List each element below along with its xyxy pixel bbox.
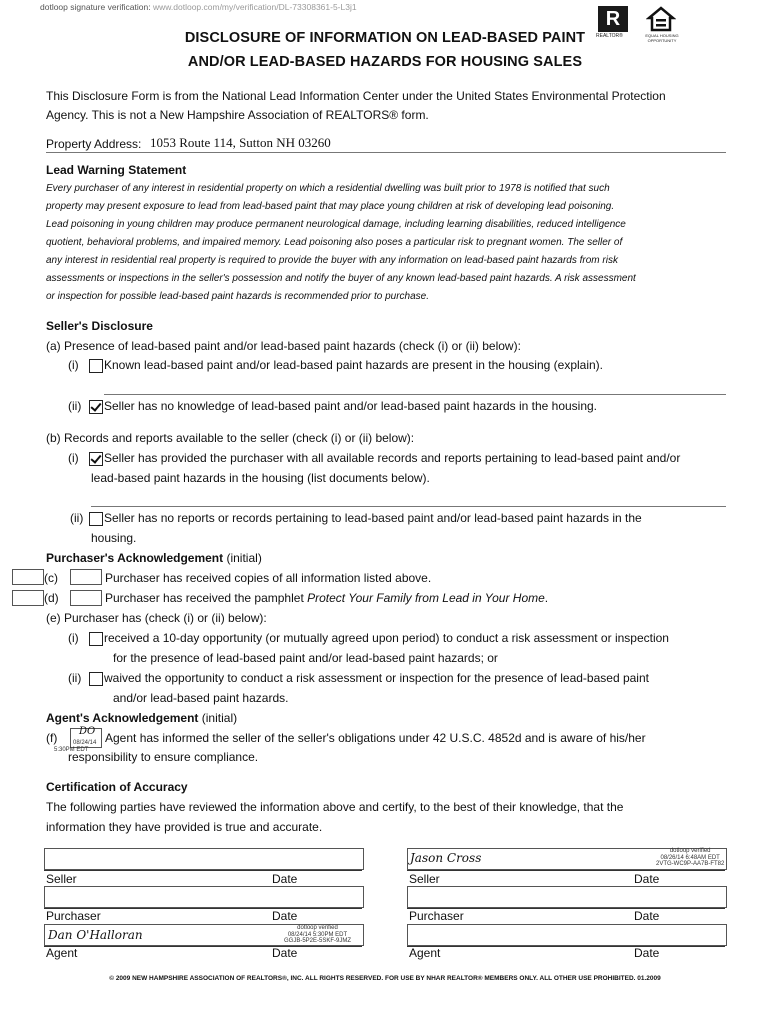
seller-a-ii-checkbox[interactable] — [89, 400, 103, 414]
seller-2-signature: Jason Cross — [410, 851, 482, 865]
purchaser-item-e-i-line-2: for the presence of lead-based paint and/or lead-based paint hazards; or — [113, 651, 498, 665]
seller-item-b-i-line-1: Seller has provided the purchaser with all available records and reports pertaining to lead-based paint and/or — [104, 451, 681, 465]
seller-item-b-i-number: (i) — [68, 451, 79, 465]
purchaser-item-d-number: (d) — [44, 591, 59, 605]
agent-item-f-number: (f) — [46, 731, 58, 745]
lead-warning-line: quotient, behavioral problems, and impaired memory. Lead poisoning also poses a particular risk to pregnant women. The seller of — [46, 237, 623, 248]
lead-warning-line: or inspection for possible lead-based paint hazards is recommended prior to purchase. — [46, 291, 429, 302]
seller-2-stamp-line-3: 2VTG-WC9P-AA7B-FT82 — [656, 861, 725, 867]
certification-line-1: The following parties have reviewed the information above and certify, to the best of their knowledge, that the — [46, 800, 624, 814]
purchaser-item-e-ii-number: (ii) — [68, 671, 82, 685]
seller-item-b-ii-line-2: housing. — [91, 531, 137, 545]
purchaser-item-e-i-line-1: received a 10-day opportunity (or mutually agreed upon period) to conduct a risk assessment or inspection — [104, 631, 669, 645]
lead-warning-line: Every purchaser of any interest in residential property on which a residential dwelling was built prior to 1978 is notified that such — [46, 183, 610, 194]
intro-line-2: Agency. This is not a New Hampshire Association of REALTORS® form. — [46, 108, 429, 122]
agent-2-signature-field[interactable] — [407, 924, 727, 946]
purchaser-item-e-ii-line-1: waived the opportunity to conduct a risk assessment or inspection for the presence of lead-based paint — [104, 671, 649, 685]
agent-initial-stamp-date: 08/24/14 — [73, 740, 97, 746]
seller-item-b: (b) Records and reports available to the seller (check (i) or (ii) below): — [46, 431, 415, 445]
purchaser-item-d — [105, 591, 548, 605]
lead-warning-line: any interest in residential real property is required to provide the buyer with any information on lead-based paint hazards from risk — [46, 255, 618, 266]
seller-1-date-label: Date — [272, 872, 298, 886]
purchasers-ack-title: Purchaser's Acknowledgement — [46, 551, 224, 565]
purchaser-item-e-ii-line-2: and/or lead-based paint hazards. — [113, 691, 289, 705]
purchaser-1-label: Purchaser — [46, 909, 101, 923]
agents-acknowledgement-heading — [46, 711, 237, 725]
purchaser-item-c-number: (c) — [44, 571, 58, 585]
purchasers-ack-suffix: (initial) — [223, 551, 262, 565]
pamphlet-title: Protect Your Family from Lead in Your Home — [307, 591, 545, 605]
certification-line-2: information they have provided is true and accurate. — [46, 820, 323, 834]
lead-warning-heading: Lead Warning Statement — [46, 163, 187, 177]
agent-initial-stamp-time: 5:30PM EDT — [54, 747, 89, 753]
agent-1-stamp-line-3: GGJB-5P2E-5SKF-9JMZ — [284, 938, 352, 944]
lead-warning-line: Lead poisoning in young children may produce permanent neurological damage, including learning disabilities, reduced intelligence — [46, 219, 626, 230]
seller-item-b-ii-number: (ii) — [70, 511, 84, 525]
purchaser-d-initial-field-1[interactable] — [12, 590, 44, 606]
seller-item-a-i: Known lead-based paint and/or lead-based paint hazards are present in the housing (explain). — [104, 358, 603, 372]
verification-link[interactable]: www.dotloop.com/my/verification/DL-73308361-5-L3j1 — [152, 2, 357, 12]
purchaser-d-text: Purchaser has received the pamphlet — [105, 591, 308, 605]
agents-ack-suffix: (initial) — [198, 711, 238, 725]
equal-housing-caption: EQUAL HOUSING OPPORTUNITY — [645, 33, 679, 43]
agent-1-verification-stamp — [284, 925, 351, 945]
copyright-footer: © 2009 NEW HAMPSHIRE ASSOCIATION OF REALTORS®, INC. ALL RIGHTS RESERVED. FOR USE BY NHAR REALTOR® MEMBERS ONLY. ALL OTHER USE PROHIBITED. 01.2009 — [109, 975, 661, 982]
seller-1-signature-field[interactable] — [44, 848, 364, 870]
seller-b-ii-checkbox[interactable] — [89, 512, 103, 526]
seller-1-signature-line — [44, 870, 362, 871]
seller-item-b-i-line-2: lead-based paint hazards in the housing (list documents below). — [91, 471, 430, 485]
agent-1-stamp-line-2: 08/24/14 5:30PM EDT — [287, 931, 348, 938]
lead-warning-line: assessments or inspections in the seller's possession and notify the buyer of any known lead-based paint hazards. A risk assessment — [46, 273, 636, 284]
property-address-label: Property Address: — [46, 137, 142, 151]
purchaser-d-end: . — [544, 591, 549, 605]
agent-1-stamp-line-1: dotloop verified — [297, 925, 338, 931]
purchaser-item-e-i-number: (i) — [68, 631, 79, 645]
seller-b-i-checkbox[interactable] — [89, 452, 103, 466]
agent-1-signature: Dan O'Halloran — [48, 928, 143, 942]
seller-a-i-explain-line — [104, 394, 726, 395]
seller-2-signature-line — [407, 870, 725, 871]
intro-line-1: This Disclosure Form is from the National Lead Information Center under the United States Environmental Protection — [46, 89, 666, 103]
equal-housing-icon — [646, 6, 676, 32]
agent-2-date-label: Date — [634, 946, 660, 960]
seller-1-label: Seller — [46, 872, 77, 886]
purchaser-e-i-checkbox[interactable] — [89, 632, 103, 646]
purchaser-item-c: Purchaser has received copies of all information listed above. — [105, 571, 432, 585]
property-address-field[interactable]: 1053 Route 114, Sutton NH 03260 — [150, 135, 331, 150]
realtor-letter: R — [605, 8, 621, 30]
realtor-caption: REALTOR® — [596, 33, 623, 39]
purchaser-2-date-label: Date — [634, 909, 660, 923]
purchaser-1-date-label: Date — [272, 909, 298, 923]
seller-item-a-ii: Seller has no knowledge of lead-based paint and/or lead-based paint hazards in the housing. — [104, 399, 598, 413]
title-line-1: DISCLOSURE OF INFORMATION ON LEAD-BASED PAINT — [184, 30, 586, 46]
seller-2-label: Seller — [409, 872, 440, 886]
purchaser-c-initial-field-1[interactable] — [12, 569, 44, 585]
realtor-logo — [598, 6, 628, 32]
purchaser-e-ii-checkbox[interactable] — [89, 672, 103, 686]
purchaser-c-initial-field-2[interactable] — [70, 569, 102, 585]
seller-2-stamp-line-1: dotloop verified — [669, 848, 711, 854]
seller-2-date-label: Date — [634, 872, 660, 886]
seller-item-a: (a) Presence of lead-based paint and/or lead-based paint hazards (check (i) or (ii) below): — [46, 339, 521, 353]
property-address-underline — [46, 152, 726, 153]
agent-item-f-line-2: responsibility to ensure compliance. — [68, 750, 259, 764]
sellers-disclosure-heading: Seller's Disclosure — [46, 319, 153, 333]
purchasers-acknowledgement-heading — [46, 551, 262, 565]
verification-line — [40, 2, 357, 12]
purchaser-d-initial-field-2[interactable] — [70, 590, 102, 606]
seller-2-verification-stamp — [656, 848, 724, 868]
agent-item-f-line-1: Agent has informed the seller of the seller's obligations under 42 U.S.C. 4852d and is aware of his/her — [105, 731, 646, 745]
seller-item-b-ii-line-1: Seller has no reports or records pertaining to lead-based paint and/or lead-based paint hazards in the — [104, 511, 642, 525]
agent-1-date-label: Date — [272, 946, 298, 960]
title-line-2: AND/OR LEAD-BASED HAZARDS FOR HOUSING SALES — [187, 54, 583, 70]
certification-heading: Certification of Accuracy — [46, 780, 188, 794]
purchaser-item-e: (e) Purchaser has (check (i) or (ii) below): — [46, 611, 267, 625]
agent-1-label: Agent — [46, 946, 78, 960]
agent-1-signature-line — [44, 946, 362, 947]
agent-2-label: Agent — [409, 946, 441, 960]
agents-ack-title: Agent's Acknowledgement — [46, 711, 199, 725]
seller-item-a-i-number: (i) — [68, 358, 79, 372]
seller-2-stamp-line-2: 08/26/14 6:48AM EDT — [660, 854, 720, 861]
verification-label: dotloop signature verification: — [40, 2, 151, 12]
lead-warning-line: property may present exposure to lead from lead-based paint that may place young children at risk of developing lead poisoning. — [46, 201, 615, 212]
purchaser-2-label: Purchaser — [409, 909, 464, 923]
seller-item-a-ii-number: (ii) — [68, 399, 82, 413]
purchaser-1-signature-field[interactable] — [44, 886, 364, 908]
seller-a-i-checkbox[interactable] — [89, 359, 103, 373]
agent-initials: DO — [79, 726, 96, 737]
agent-2-signature-line — [407, 946, 725, 947]
purchaser-2-signature-field[interactable] — [407, 886, 727, 908]
seller-b-i-documents-line — [91, 506, 726, 507]
